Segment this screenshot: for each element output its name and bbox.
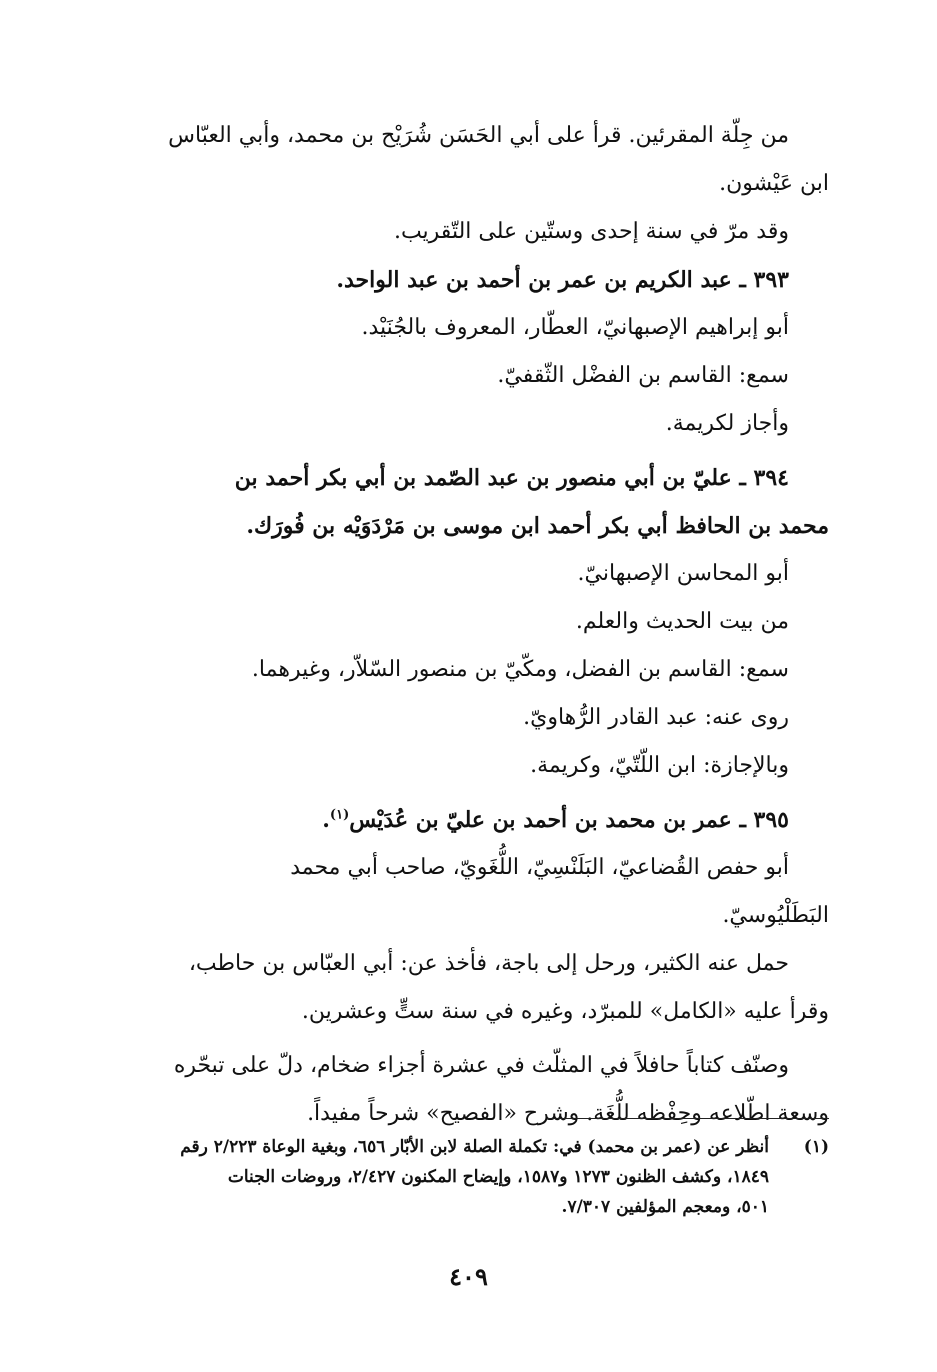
footnote-line: ٥٠١، ومعجم المؤلفين ٧/٣٠٧. <box>561 1197 769 1217</box>
text-line: وأجاز لكريمة. <box>665 411 789 436</box>
entry-heading-394: ٣٩٤ ـ عليّ بن أبي منصور بن عبد الصّمد بن أبي بكر أحمد بن <box>234 465 789 491</box>
text-line: أبو حفص القُضاعيّ، البَلَنْسِيّ، اللُّغَويّ، صاحب أبي محمد <box>290 855 789 880</box>
footnote-mark: (١) <box>803 1137 829 1157</box>
text-line: وصنّف كتاباً حافلاً في المثلّث في عشرة أجزاء ضخام، دلّ على تبحّره <box>173 1053 789 1078</box>
text-line: أبو إبراهيم الإصبهانيّ، العطّار، المعروف بالجُنَيْد. <box>361 315 789 340</box>
text-line: وقرأ عليه «الكامل» للمبرّد، وغيره في سنة ستٍّ وعشرين. <box>301 999 829 1024</box>
text-line: البَطَلْيُوسيّ. <box>722 903 829 928</box>
heading-text: ٣٩٥ ـ عمر بن محمد بن أحمد بن عليّ بن عُدَيْس <box>349 807 789 833</box>
text-line: ابن عَيْشون. <box>719 171 829 196</box>
text-line: حمل عنه الكثير، ورحل إلى باجة، فأخذ عن: أبي العبّاس بن حاطب، <box>188 951 789 976</box>
page-number: ٤٠٩ <box>449 1262 488 1291</box>
entry-heading-395 <box>104 796 829 844</box>
footnote <box>104 1132 829 1222</box>
text-line: روى عنه: عبد القادر الرُّهاويّ. <box>523 705 789 730</box>
entry-heading-393: ٣٩٣ ـ عبد الكريم بن عمر بن أحمد بن عبد الواحد. <box>336 267 789 293</box>
entry-heading-394-cont: محمد بن الحافظ أبي بكر أحمد ابن موسى بن مَرْدَوَيْه بن فُورَك. <box>246 513 829 539</box>
text-line: من جِلّة المقرئين. قرأ على أبي الحَسَن شُرَيْح بن محمد، وأبي العبّاس <box>168 123 789 148</box>
text-line: من بيت الحديث والعلم. <box>575 609 789 634</box>
text-line: وقد مرّ في سنة إحدى وستّين على التّقريب. <box>393 219 789 244</box>
heading-period: . <box>322 807 330 833</box>
text-line: أبو المحاسن الإصبهانيّ. <box>577 561 789 586</box>
text-line: سمع: القاسم بن الفضْل الثّقفيّ. <box>497 363 789 388</box>
text-line: وسعة اطّلاعه وحِفْظه للُّغَة. وشرح «الفصيح» شرحاً مفيداً. <box>307 1101 829 1126</box>
footnote-ref: (١) <box>329 807 350 823</box>
text-line: وبالإجازة: ابن اللّتّيّ، وكريمة. <box>530 753 789 778</box>
footnote-line: أنظر عن (عمر بن محمد) في: تكملة الصلة لابن الأبّار ٦٥٦، وبغية الوعاة ٢/٢٢٣ رقم <box>180 1137 769 1157</box>
footnote-line: ١٨٤٩، وكشف الظنون ١٢٧٣ و١٥٨٧، وإيضاح المكنون ٢/٤٢٧، وروضات الجنات <box>227 1167 769 1187</box>
footnote-body <box>104 1132 829 1222</box>
footnote-divider <box>547 1118 829 1119</box>
text-line: سمع: القاسم بن الفضل، ومكّيّ بن منصور السّلاّر، وغيرهما. <box>251 657 789 682</box>
